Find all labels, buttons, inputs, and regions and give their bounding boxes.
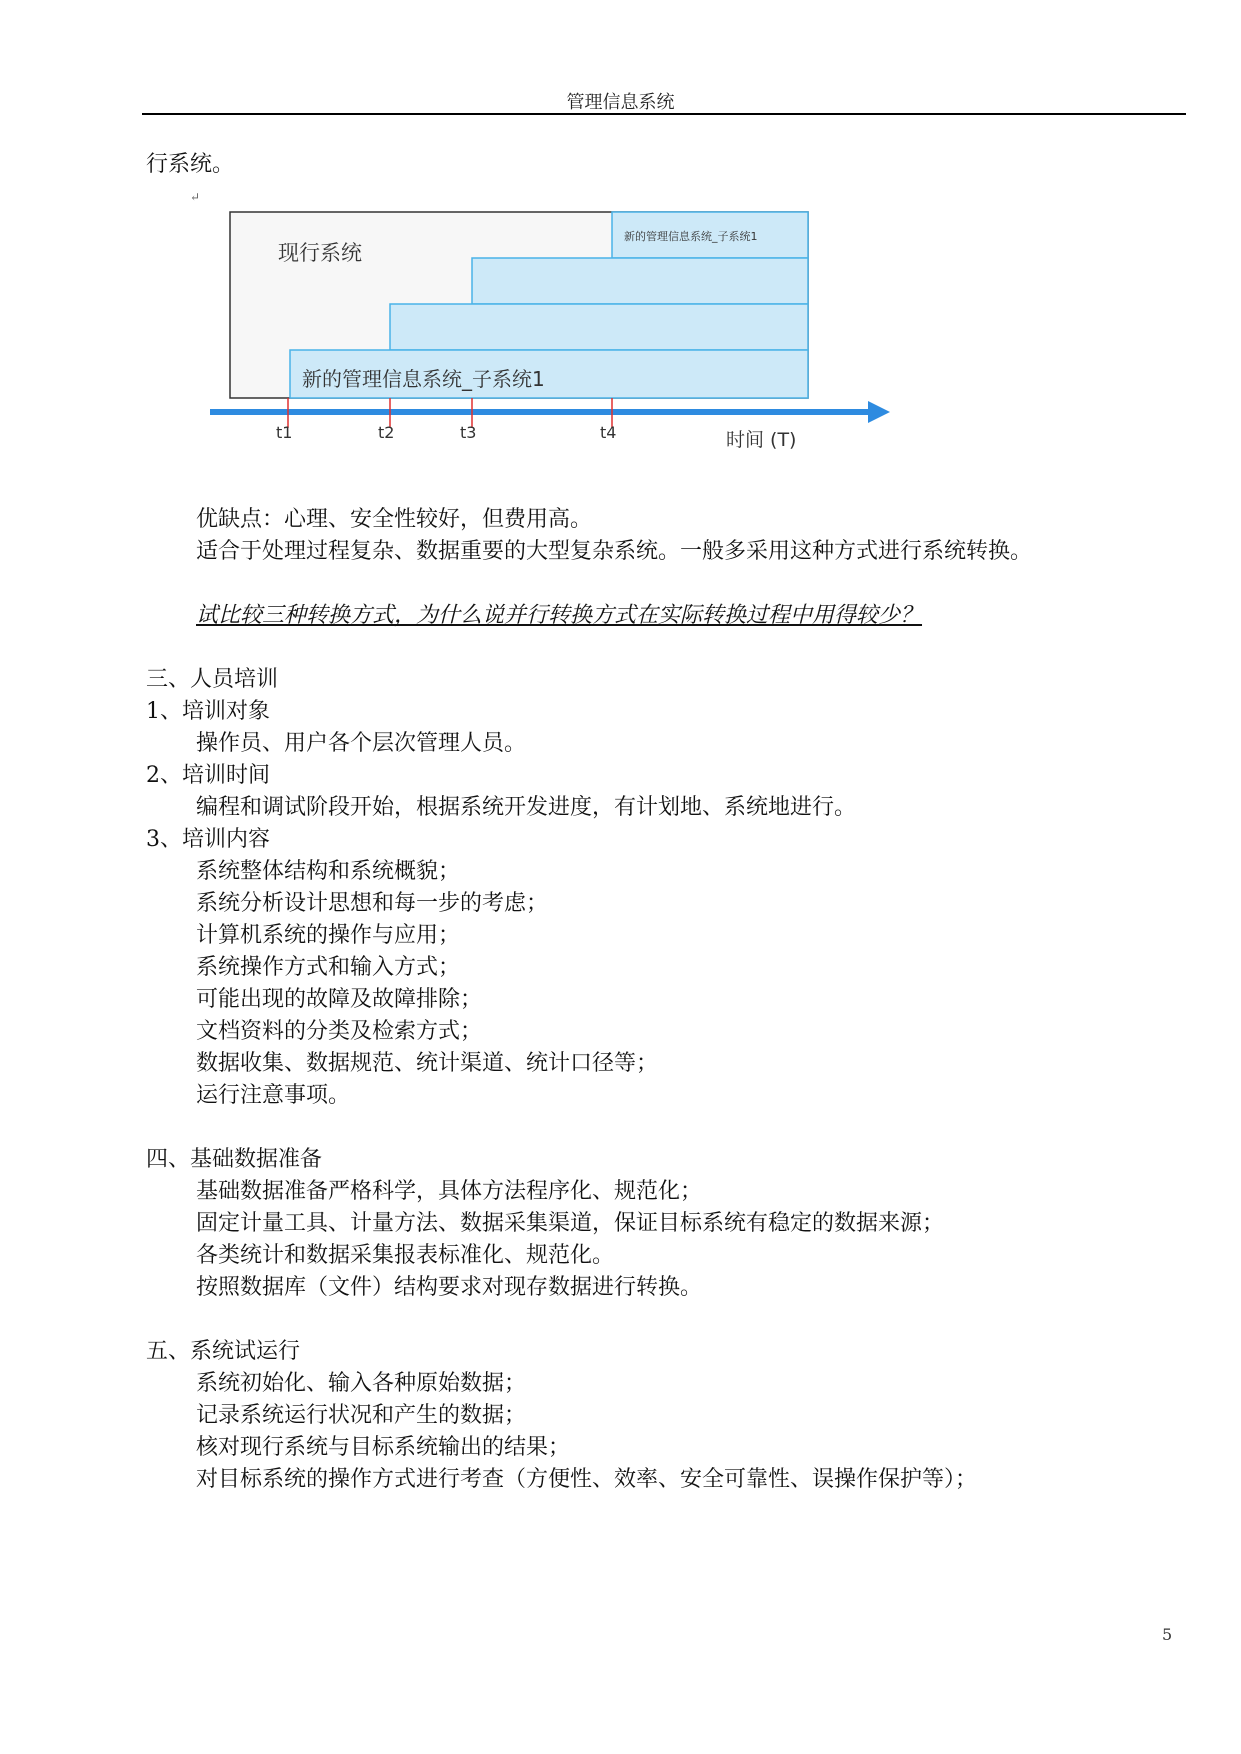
training-content-line: 计算机系统的操作与应用；	[196, 923, 461, 948]
parallel-conversion-diagram	[200, 200, 900, 465]
header-rule	[142, 113, 1186, 115]
small-new-system-label: 新的管理信息系统_子系统1	[624, 230, 758, 243]
training-content-line: 数据收集、数据规范、统计渠道、统计口径等；	[196, 1051, 659, 1076]
paragraph-mark-icon: ↵	[190, 190, 201, 204]
continuation-text: 行系统。	[146, 152, 235, 177]
training-content-line: 系统分析设计思想和每一步的考虑；	[196, 891, 549, 916]
section-3-title: 三、人员培训	[146, 667, 279, 692]
training-content-line: 文档资料的分类及检索方式；	[196, 1019, 483, 1044]
tick-label-t2: t2	[378, 423, 395, 442]
pros-cons-text: 优缺点：心理、安全性较好，但费用高。	[196, 507, 593, 532]
suitable-text: 适合于处理过程复杂、数据重要的大型复杂系统。一般多采用这种方式进行系统转换。	[196, 539, 1033, 564]
training-content-line: 可能出现的故障及故障排除；	[196, 987, 483, 1012]
tick-label-t4: t4	[600, 423, 617, 442]
section-4-title: 四、基础数据准备	[146, 1147, 323, 1172]
section-3-item-1-title: 1、培训对象	[146, 699, 270, 724]
section-3-item-2-title: 2、培训时间	[146, 763, 270, 788]
section-4-line: 基础数据准备严格科学，具体方法程序化、规范化；	[196, 1179, 703, 1204]
tick-label-t1: t1	[276, 423, 293, 442]
training-content-line: 系统整体结构和系统概貌；	[196, 859, 461, 884]
section-4-line: 按照数据库（文件）结构要求对现存数据进行转换。	[196, 1275, 703, 1300]
question-text: 试比较三种转换方式，为什么说并行转换方式在实际转换过程中用得较少？	[196, 603, 923, 628]
section-5-line: 记录系统运行状况和产生的数据；	[196, 1403, 527, 1428]
section-4-line: 固定计量工具、计量方法、数据采集渠道，保证目标系统有稳定的数据来源；	[196, 1211, 945, 1236]
subsystem-step-2	[390, 304, 808, 350]
new-system-label: 新的管理信息系统_子系统1	[302, 367, 545, 391]
section-4-line: 各类统计和数据采集报表标准化、规范化。	[196, 1243, 615, 1268]
page-header-title: 管理信息系统	[566, 92, 675, 113]
section-3-item-2-line: 编程和调试阶段开始，根据系统开发进度，有计划地、系统地进行。	[196, 795, 857, 820]
time-axis-arrowhead	[868, 401, 890, 423]
training-content-line: 系统操作方式和输入方式；	[196, 955, 461, 980]
page-number: 5	[1162, 1625, 1173, 1644]
axis-label: 时间 (T)	[726, 429, 797, 451]
section-5-title: 五、系统试运行	[146, 1339, 301, 1364]
section-3-item-3-title: 3、培训内容	[146, 827, 270, 852]
section-3-item-1-line: 操作员、用户各个层次管理人员。	[196, 731, 527, 756]
tick-label-t3: t3	[460, 423, 477, 442]
subsystem-step-3	[472, 258, 808, 304]
current-system-label: 现行系统	[278, 241, 362, 265]
section-5-line: 系统初始化、输入各种原始数据；	[196, 1371, 527, 1396]
section-5-line: 对目标系统的操作方式进行考查（方便性、效率、安全可靠性、误操作保护等）；	[196, 1467, 978, 1492]
section-5-line: 核对现行系统与目标系统输出的结果；	[196, 1435, 571, 1460]
training-content-line: 运行注意事项。	[196, 1083, 351, 1108]
